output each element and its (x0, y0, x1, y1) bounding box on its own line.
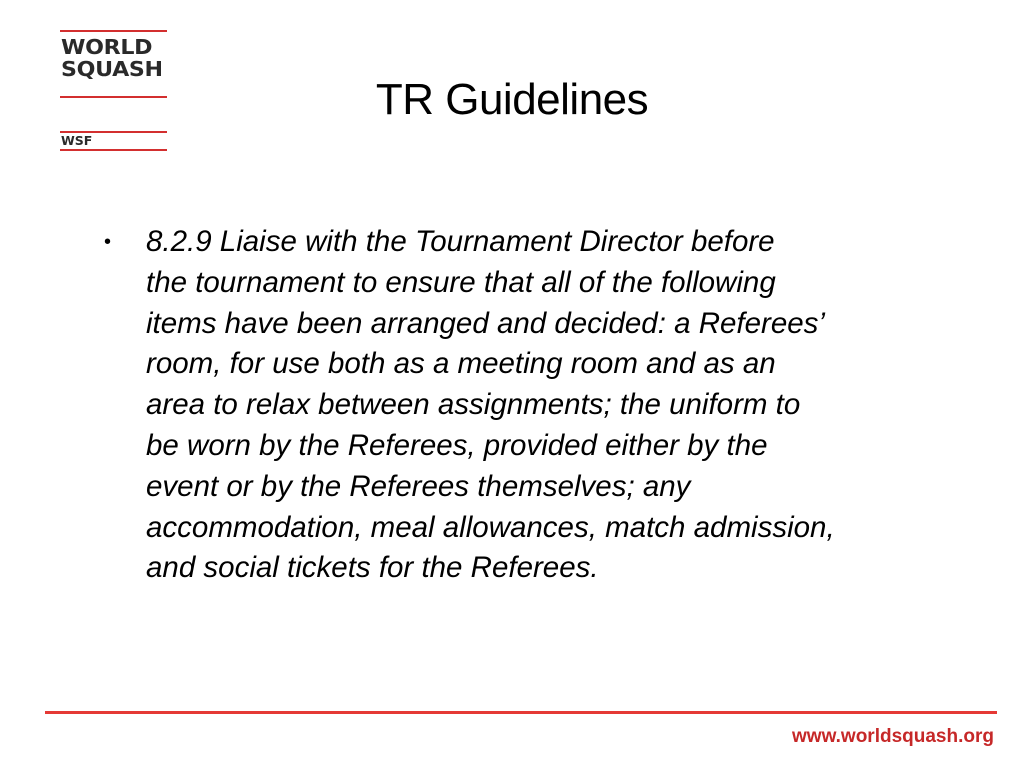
logo-top-rule (60, 30, 167, 32)
bullet-text: 8.2.9 Liaise with the Tournament Director before the tournament to ensure that all of the following items have been arranged and decided: a Referees’ room, for use both as a meeting room and as an area to relax between assignments; the uniform to be worn by the Referees, provided either by the event or by the Referees themselves; any accommodation, meal allowances, match admission, and social tickets for the Referees. (146, 225, 835, 585)
slide-title: TR Guidelines (375, 75, 649, 124)
logo-sub-bottom-rule (60, 149, 167, 151)
footer-website-link[interactable]: www.worldsquash.org (792, 726, 994, 747)
footer-divider (45, 711, 997, 714)
bullet-marker: • (104, 231, 112, 253)
logo-text-world: WORLD (61, 35, 153, 59)
logo-text-squash: SQUASH (61, 57, 163, 81)
logo-text-wsf: WSF (61, 133, 93, 148)
